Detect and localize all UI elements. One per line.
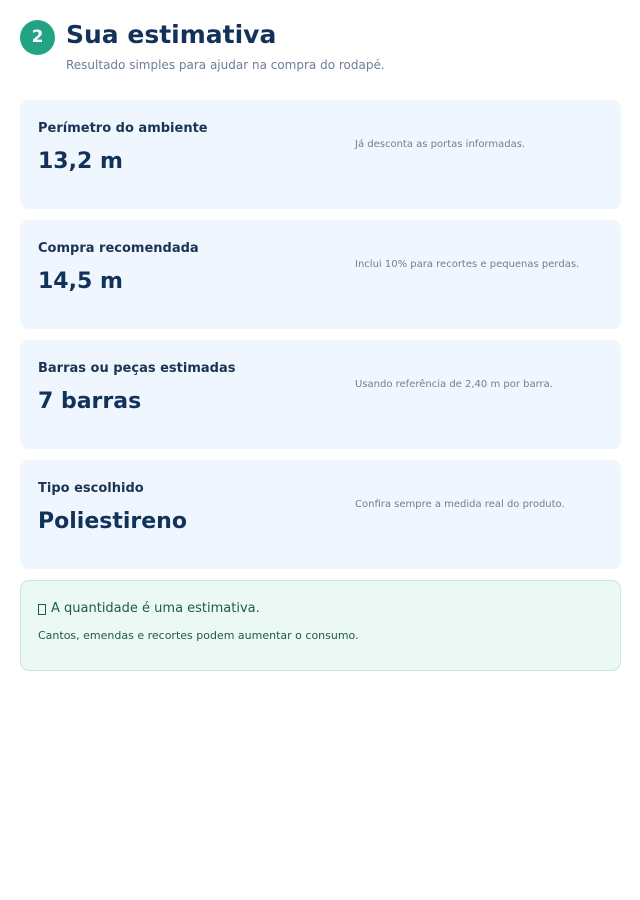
- recommended-purchase-value: 14,5 m: [38, 269, 123, 294]
- chosen-type-card: [20, 460, 621, 569]
- perimeter-label: Perímetro do ambiente: [38, 121, 208, 136]
- recommended-purchase-label: Compra recomendada: [38, 241, 199, 256]
- estimated-bars-value: 7 barras: [38, 389, 142, 414]
- notice-title-row: [38, 601, 260, 617]
- info-icon: [38, 604, 46, 615]
- notice-title: A quantidade é uma estimativa.: [51, 601, 260, 616]
- step-number-badge: 2: [20, 20, 55, 55]
- chosen-type-value: Poliestireno: [38, 509, 187, 534]
- page-subtitle: Resultado simples para ajudar na compra do rodapé.: [66, 58, 385, 72]
- chosen-type-note: Confira sempre a medida real do produto.: [355, 499, 565, 510]
- estimated-bars-card: [20, 340, 621, 449]
- recommended-purchase-card: [20, 220, 621, 329]
- chosen-type-label: Tipo escolhido: [38, 481, 144, 496]
- estimated-bars-label: Barras ou peças estimadas: [38, 361, 236, 376]
- notice-text: Cantos, emendas e recortes podem aumentar o consumo.: [38, 629, 359, 642]
- perimeter-card: [20, 100, 621, 209]
- perimeter-note: Já desconta as portas informadas.: [355, 139, 526, 150]
- section-header: [20, 20, 621, 100]
- recommended-purchase-note: Inclui 10% para recortes e pequenas perdas.: [355, 259, 580, 270]
- estimate-notice: [20, 580, 621, 671]
- estimated-bars-note: Usando referência de 2,40 m por barra.: [355, 379, 553, 390]
- perimeter-value: 13,2 m: [38, 149, 123, 174]
- page-title: Sua estimativa: [66, 20, 277, 49]
